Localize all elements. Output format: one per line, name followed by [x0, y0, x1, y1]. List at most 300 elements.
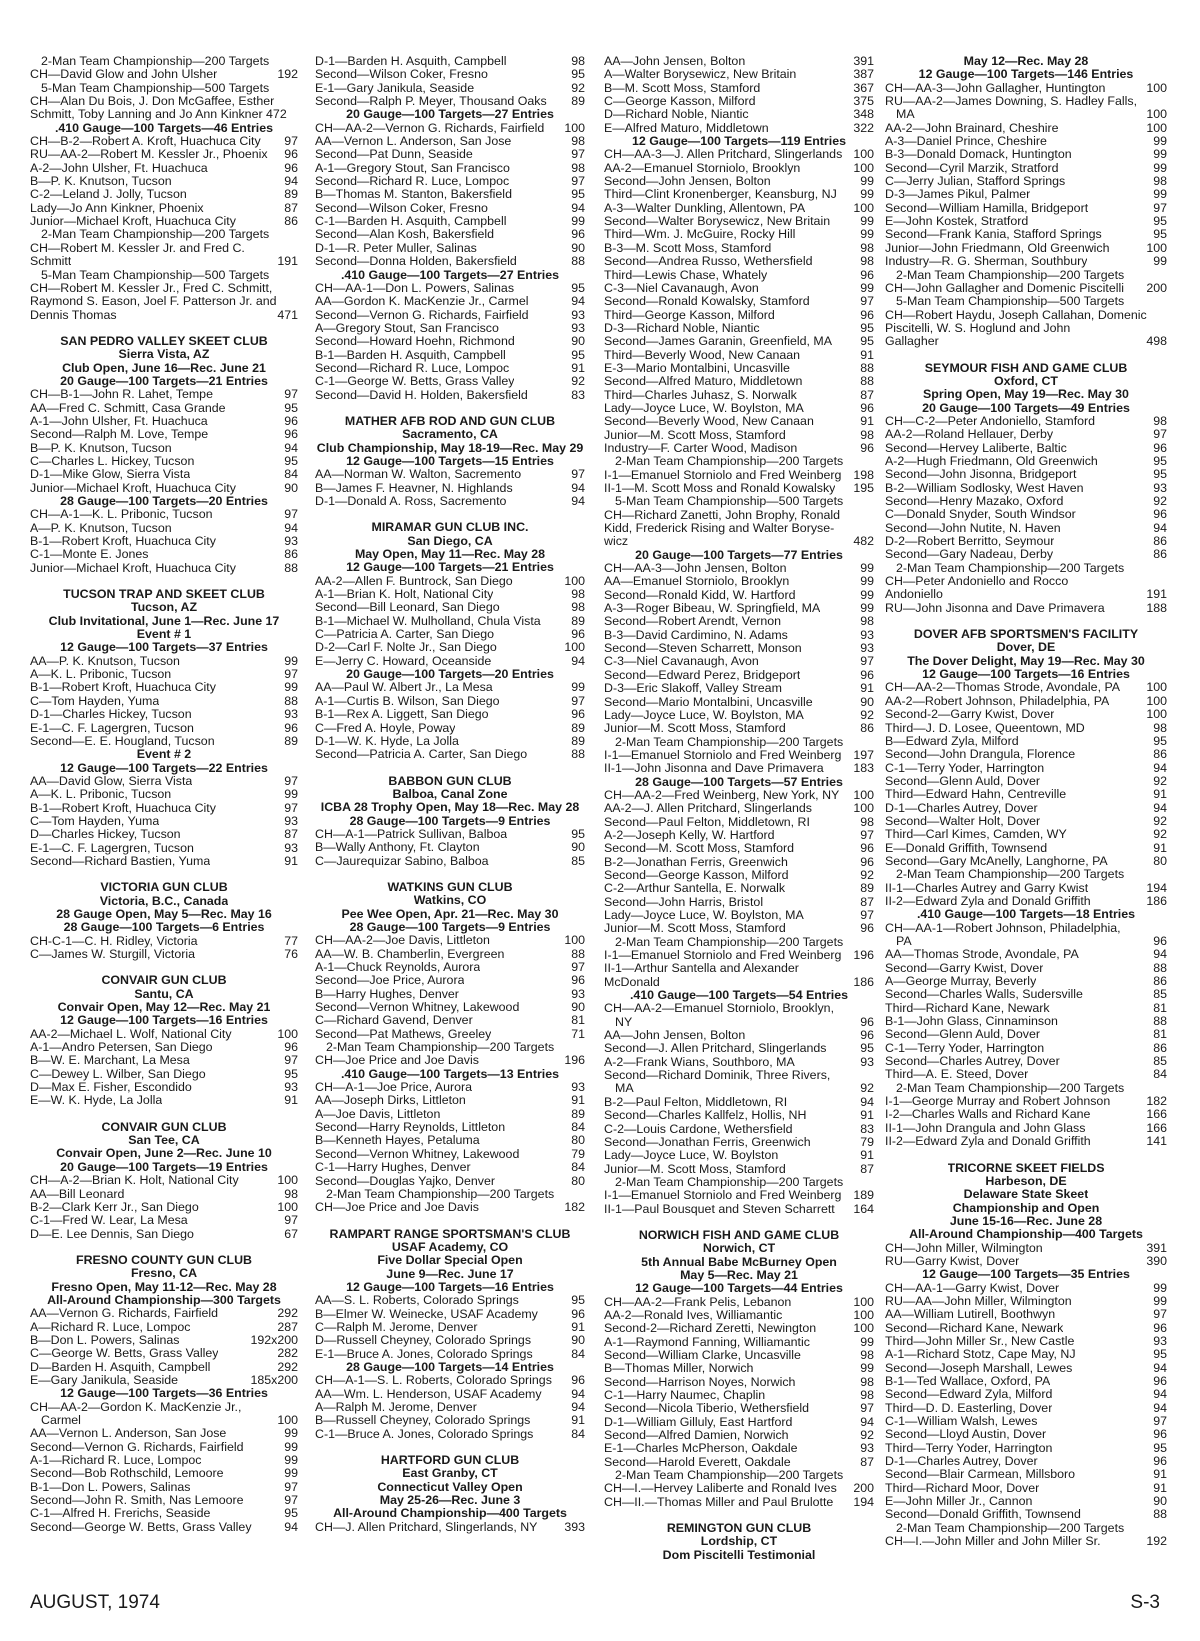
event-subheading [604, 135, 874, 148]
result-line [604, 228, 874, 241]
line-text: Second—Vernon G. Richards, Fairfield [315, 308, 529, 322]
score: 79 [860, 1135, 874, 1149]
line-text: Second—Edward Zyla, Milford [885, 1388, 1053, 1402]
line-text: A-2—Frank Wians, Southboro, MA [604, 1055, 795, 1069]
score: 97 [571, 961, 585, 974]
score: 94 [284, 175, 298, 189]
result-line [30, 255, 298, 268]
line-text: 20 Gauge—100 Targets—27 Entries [346, 108, 554, 122]
score: 93 [860, 1055, 874, 1069]
line-text: SEYMOUR FISH AND GAME CLUB [924, 361, 1128, 375]
event-subheading [30, 748, 298, 761]
line-text: San Diego, CA [407, 534, 493, 548]
score: 191 [277, 255, 298, 269]
score: 322 [853, 121, 874, 135]
score: 100 [853, 788, 874, 802]
result-line [604, 1096, 874, 1109]
line-text: 2-Man Team Championship—200 Targets [41, 55, 270, 68]
result-line [315, 1041, 585, 1054]
result-line [315, 722, 585, 735]
result-line [30, 242, 298, 255]
score: 91 [1153, 841, 1167, 855]
result-line [885, 1508, 1167, 1521]
result-line [885, 1442, 1167, 1455]
line-text: AA—William Lutirell, Boothwyn [885, 1308, 1056, 1322]
line-text: Second—Jonathan Ferris, Greenwich [604, 1135, 811, 1149]
result-line [604, 909, 874, 922]
score: 97 [284, 1494, 298, 1508]
line-text: Second—Wilson Coker, Fresno [315, 68, 488, 82]
line-text: AA—Paul W. Albert Jr., La Mesa [315, 681, 493, 695]
result-line [604, 1376, 874, 1389]
line-text: D-2—Carl F. Nolte Jr., San Diego [315, 641, 497, 655]
score: 91 [860, 348, 874, 362]
result-line [30, 1054, 298, 1067]
line-text: B-1—Barden H. Asquith, Campbell [315, 348, 506, 362]
score: 83 [860, 1122, 874, 1136]
result-line [604, 1203, 874, 1216]
line-text: Second—Richard R. Luce, Lompoc [315, 361, 510, 375]
line-text: Third—Charles Juhasz, S. Norwalk [604, 388, 797, 402]
score: 97 [284, 668, 298, 682]
result-line [30, 1094, 298, 1107]
score: 182 [564, 1201, 585, 1215]
score: 92 [1153, 814, 1167, 828]
line-text: Third—George Kasson, Milford [604, 308, 775, 322]
result-line [604, 95, 874, 108]
result-line [30, 402, 298, 415]
line-text: CONVAIR GUN CLUB [101, 1120, 227, 1134]
score: 87 [860, 895, 874, 909]
line-text: Third—Beverly Wood, New Canaan [604, 348, 801, 362]
result-line [604, 429, 874, 442]
result-line [885, 309, 1167, 322]
line-text: MATHER AFB ROD AND GUN CLUB [344, 414, 556, 428]
line-text: Second—Harry Reynolds, Littleton [315, 1121, 506, 1135]
event-subheading [30, 1147, 298, 1160]
line-text: Carmel [41, 1414, 81, 1427]
result-line [885, 122, 1167, 135]
line-text: II-1—M. Scott Moss and Ronald Kowalsky [604, 482, 836, 495]
result-line [604, 1496, 874, 1509]
line-text: wicz [604, 535, 629, 549]
line-text: C—Jaurequizar Sabino, Balboa [315, 854, 489, 868]
score: 393 [564, 1520, 585, 1534]
line-text: Club Open, June 16—Rec. June 21 [62, 361, 266, 375]
score: 91 [860, 415, 874, 429]
line-text: SAN PEDRO VALLEY SKEET CLUB [60, 334, 268, 348]
score: 96 [860, 308, 874, 322]
line-text: A-1—Raymond Fanning, Williamantic [604, 1335, 810, 1349]
result-line [885, 482, 1167, 495]
score: 98 [860, 1389, 874, 1403]
score: 99 [1153, 148, 1167, 162]
club-heading [30, 335, 298, 348]
result-line [30, 815, 298, 828]
line-text: Delaware State Skeet [963, 1188, 1089, 1202]
result-line [604, 335, 874, 348]
result-line [30, 1174, 298, 1187]
result-line [30, 548, 298, 561]
line-text: Balboa, Canal Zone [392, 787, 508, 801]
line-text: AA—John Jensen, Bolton [604, 55, 746, 68]
result-line [604, 108, 874, 121]
result-line [315, 841, 585, 854]
line-text: A-1—Curtis B. Wilson, San Diego [315, 694, 500, 708]
result-line [315, 708, 585, 721]
line-text: B—Thomas Miller, Norwich [604, 1362, 754, 1376]
line-text: Second—Robert Arendt, Vernon [604, 615, 782, 629]
line-text: 5-Man Team Championship—500 Targets [896, 295, 1125, 309]
result-line [604, 1056, 874, 1069]
line-text: CH—A-1—Joe Price, Aurora [315, 1081, 472, 1095]
event-subheading [885, 388, 1167, 401]
line-text: CH—Robert M. Kessler Jr., Fred C. Schmitt, [30, 281, 273, 295]
line-text: Second—James Garanin, Greenfield, MA [604, 335, 832, 349]
line-text: .410 Gauge—100 Targets—46 Entries [54, 121, 274, 135]
line-text: CH—I.—Hervey Laliberte and Ronald Ives [604, 1482, 837, 1496]
result-line [885, 415, 1167, 428]
score: 93 [571, 321, 585, 335]
result-line [315, 362, 585, 375]
line-text: CH—B-1—John R. Lahet, Tempe [30, 388, 213, 402]
line-text: CH—AA-3—John Jensen, Bolton [604, 562, 787, 576]
line-text: CH—C-2—Peter Andoniello, Stamford [885, 414, 1096, 428]
line-text: Third—D. D. Easterling, Dover [885, 1401, 1053, 1415]
result-line [885, 269, 1167, 282]
score: 95 [571, 281, 585, 295]
result-line [30, 562, 298, 575]
result-line [885, 1242, 1167, 1255]
score: 97 [571, 175, 585, 189]
result-line [30, 668, 298, 681]
line-text: Second—Douglas Yajko, Denver [315, 1174, 495, 1188]
result-line [604, 1482, 874, 1495]
result-line [604, 922, 874, 935]
result-line [30, 95, 298, 122]
result-line [315, 188, 585, 201]
line-text: Second—Cyril Marzik, Stratford [885, 161, 1059, 175]
line-text: 28 Gauge—100 Targets—57 Entries [635, 775, 843, 789]
line-text: B—James F. Heavner, N. Highlands [315, 481, 513, 495]
score: 91 [571, 1414, 585, 1428]
event-subheading [315, 1068, 585, 1081]
line-text: B—Don L. Powers, Salinas [30, 1333, 180, 1347]
result-line [315, 228, 585, 241]
result-line [315, 828, 585, 841]
line-text: 2-Man Team Championship—200 Targets [615, 455, 844, 469]
line-text: Lady—Joyce Luce, W. Boylston [604, 1149, 779, 1163]
line-text: Pee Wee Open, Apr. 21—Rec. May 30 [341, 907, 559, 921]
line-text: B-1—Robert Kroft, Huachuca City [30, 535, 216, 549]
result-line [885, 1295, 1167, 1308]
result-line [604, 1456, 874, 1469]
result-line [315, 1321, 585, 1334]
score: 98 [860, 815, 874, 829]
line-text: Five Dollar Special Open [377, 1254, 523, 1268]
result-line [30, 135, 298, 148]
result-line [315, 1374, 585, 1387]
result-line [885, 162, 1167, 175]
result-line [604, 1109, 874, 1122]
score: 84 [1153, 1068, 1167, 1082]
score: 95 [1153, 734, 1167, 748]
line-text: CONVAIR GUN CLUB [101, 974, 227, 988]
club-heading [30, 1254, 298, 1267]
score: 194 [1146, 881, 1167, 895]
line-text: Victoria, B.C., Canada [99, 894, 229, 908]
result-line [885, 228, 1167, 241]
result-line [885, 82, 1167, 95]
result-line [315, 202, 585, 215]
score: 98 [284, 1187, 298, 1201]
event-subheading [885, 375, 1167, 388]
score: 96 [571, 1307, 585, 1321]
score: 96 [860, 842, 874, 856]
score: 91 [571, 1320, 585, 1334]
score: 95 [571, 1294, 585, 1308]
line-text: 5-Man Team Championship—500 Targets [615, 495, 844, 509]
event-subheading [315, 815, 585, 828]
result-line [885, 882, 1167, 895]
club-heading [30, 588, 298, 601]
result-line [604, 789, 874, 802]
result-line [315, 175, 585, 188]
score: 93 [571, 308, 585, 322]
score: 81 [571, 1014, 585, 1028]
score: 186 [1146, 894, 1167, 908]
line-text: II-1—Charles Autrey and Garry Kwist [885, 881, 1089, 895]
results-column-3 [604, 55, 874, 1562]
result-line [885, 1482, 1167, 1495]
result-line [315, 1175, 585, 1188]
event-subheading [30, 628, 298, 641]
score: 98 [1153, 414, 1167, 428]
score: 391 [1146, 1241, 1167, 1255]
result-line [604, 562, 874, 575]
result-line [885, 695, 1167, 708]
result-line [30, 1374, 298, 1387]
line-text: Second—William Hamilla, Bridgeport [885, 201, 1089, 215]
event-subheading [30, 1134, 298, 1147]
result-line [885, 802, 1167, 815]
result-line [885, 1402, 1167, 1415]
result-line [604, 1322, 874, 1335]
result-line [604, 375, 874, 388]
score: 191 [1146, 588, 1167, 602]
event-subheading [315, 1507, 585, 1520]
score: 95 [284, 1067, 298, 1081]
line-text: CH—AA-2—Vernon G. Richards, Fairfield [315, 121, 545, 135]
result-line [885, 681, 1167, 694]
line-text: Junior—M. Scott Moss, Stamford [604, 1162, 786, 1176]
line-text: Second—Wilson Coker, Fresno [315, 201, 488, 215]
line-text: DOVER AFB SPORTSMEN'S FACILITY [913, 628, 1139, 642]
result-line [604, 1029, 874, 1042]
result-line [885, 1535, 1167, 1548]
result-line [604, 629, 874, 642]
result-line [30, 202, 298, 215]
result-line [885, 948, 1167, 961]
score: 189 [853, 1189, 874, 1203]
line-text: C—Jerry Julian, Stafford Springs [885, 175, 1066, 189]
score: 97 [284, 388, 298, 402]
line-text: D—Max E. Fisher, Escondido [30, 1081, 192, 1095]
score: 96 [860, 1015, 874, 1029]
line-text: Second-2—Garry Kwist, Dover [885, 708, 1055, 722]
line-text: B-3—M. Scott Moss, Stamford [604, 241, 772, 255]
event-subheading [604, 1535, 874, 1548]
line-text: A-2—John Ulsher, Ft. Huachuca [30, 161, 208, 175]
result-line [30, 1334, 298, 1347]
result-line [885, 1122, 1167, 1135]
result-line [30, 188, 298, 201]
score: 93 [860, 642, 874, 656]
line-text: A—P. K. Knutson, Tucson [30, 521, 172, 535]
line-text: CH—A-1—K. L. Pribonic, Tucson [30, 508, 213, 522]
result-line [30, 1441, 298, 1454]
line-text: D-1—Charles Autrey, Dover [885, 1455, 1038, 1469]
line-text: Club Championship, May 18-19—Rec. May 29 [316, 441, 584, 455]
event-subheading [885, 1228, 1167, 1241]
result-line [315, 601, 585, 614]
result-line [885, 1348, 1167, 1361]
line-text: 12 Gauge—100 Targets—22 Entries [60, 761, 268, 775]
line-text: Second—Paul Felton, Middletown, RI [604, 815, 810, 829]
result-line [885, 868, 1167, 881]
result-line [315, 95, 585, 108]
score: 100 [853, 1322, 874, 1336]
line-text: E—W. K. Hyde, La Jolla [30, 1094, 163, 1108]
line-text: Second—Lloyd Austin, Dover [885, 1428, 1047, 1442]
line-text: A—Richard R. Luce, Lompoc [30, 1320, 191, 1334]
line-text: Sacramento, CA [402, 428, 498, 442]
line-text: Lady—Joyce Luce, W. Boylston, MA [604, 401, 804, 415]
result-line [885, 602, 1167, 615]
line-text: B—Wally Anthony, Ft. Clayton [315, 841, 480, 855]
score: 96 [1153, 441, 1167, 455]
score: 141 [1146, 1135, 1167, 1149]
result-line [315, 349, 585, 362]
line-text: B-1—Don L. Powers, Salinas [30, 1480, 191, 1494]
event-subheading [315, 1241, 585, 1254]
score: 99 [284, 788, 298, 802]
result-line [885, 255, 1167, 268]
line-text: E—Alfred Maturo, Middletown [604, 121, 769, 135]
score: 95 [571, 68, 585, 82]
score: 100 [564, 121, 585, 135]
score: 96 [571, 974, 585, 988]
result-line [315, 482, 585, 495]
line-text: Third—Richard Kane, Newark [885, 1001, 1050, 1015]
result-line [315, 655, 585, 668]
line-text: Convair Open, May 12—Rec. May 21 [57, 1001, 271, 1015]
line-text: AA—W. B. Chamberlin, Evergreen [315, 947, 505, 961]
score: 99 [860, 215, 874, 229]
line-text: C-1—William Walsh, Lewes [885, 1415, 1038, 1429]
line-text: Piscitelli, W. S. Hoglund and John [885, 321, 1071, 335]
result-line [885, 1068, 1167, 1081]
score: 84 [571, 1161, 585, 1175]
line-text: I-1—George Murray and Robert Johnson [885, 1095, 1111, 1109]
result-line [315, 1188, 585, 1201]
line-text: Lady—Joyce Luce, W. Boylston, MA [604, 909, 804, 922]
line-text: 28 Gauge—100 Targets—9 Entries [349, 920, 551, 934]
result-line [315, 295, 585, 308]
score: 99 [1153, 1281, 1167, 1295]
line-text: Andoniello [885, 588, 943, 602]
score: 86 [1153, 975, 1167, 989]
line-text: C-1—Fred W. Lear, La Mesa [30, 1214, 188, 1228]
score: 292 [277, 1307, 298, 1321]
score: 90 [571, 335, 585, 349]
score: 80 [571, 1174, 585, 1188]
score: 97 [284, 1214, 298, 1228]
result-line [885, 508, 1167, 521]
score: 194 [853, 1495, 874, 1509]
line-text: Dom Piscitelli Testimonial [662, 1548, 816, 1562]
line-text: Event # 2 [136, 748, 192, 762]
score: 97 [1153, 201, 1167, 215]
line-text: Third—Edward Hahn, Centreville [885, 788, 1067, 802]
result-line [315, 588, 585, 601]
result-line [30, 428, 298, 441]
result-line [30, 1321, 298, 1334]
line-text: CH—A-1—Patrick Sullivan, Balboa [315, 827, 508, 841]
line-text: Second—Charles Walls, Sudersville [885, 988, 1083, 1002]
line-text: 12 Gauge—100 Targets—16 Entries [922, 668, 1130, 682]
score: 99 [860, 602, 874, 616]
event-subheading [30, 908, 298, 921]
result-line [885, 335, 1167, 348]
score: 95 [1153, 1348, 1167, 1362]
event-subheading [30, 641, 298, 654]
result-line [315, 1054, 585, 1067]
line-text: .410 Gauge—100 Targets—18 Entries [916, 908, 1136, 922]
result-line [315, 309, 585, 322]
issue-date: AUGUST, 1974 [30, 1592, 160, 1613]
score: 85 [1153, 1055, 1167, 1069]
event-subheading [315, 788, 585, 801]
line-text: Second—Alan Kosh, Bakersfield [315, 228, 495, 242]
line-text: CH-C-1—C. H. Ridley, Victoria [30, 934, 198, 948]
line-text: Second—Richard Bastien, Yuma [30, 854, 211, 868]
event-subheading [30, 762, 298, 775]
score: 96 [1153, 935, 1167, 948]
line-text: CH—Robert M. Kessler Jr. and Fred C. [30, 241, 245, 255]
score: 91 [284, 1094, 298, 1108]
event-subheading [30, 1014, 298, 1027]
score: 97 [284, 1480, 298, 1494]
result-line [604, 1349, 874, 1362]
score: 93 [571, 987, 585, 1001]
event-subheading [315, 455, 585, 468]
event-subheading [30, 1281, 298, 1294]
event-subheading [604, 1269, 874, 1282]
line-text: II-1—John Drangula and John Glass [885, 1121, 1086, 1135]
result-line [885, 962, 1167, 975]
line-text: Second—J. Allen Pritchard, Slingerlands [604, 1042, 827, 1056]
line-text: CH—A-1—S. L. Roberts, Colorado Springs [315, 1374, 552, 1388]
line-text: Third—Lewis Chase, Whately [604, 268, 768, 282]
score: 98 [860, 428, 874, 442]
line-text: A—Walter Borysewicz, New Britain [604, 68, 797, 82]
line-text: 28 Gauge—100 Targets—6 Entries [63, 921, 265, 935]
line-text: CH—B-2—Robert A. Kroft, Huachuca City [30, 135, 261, 149]
line-text: 2-Man Team Championship—200 Targets [326, 1041, 555, 1055]
event-subheading [604, 1256, 874, 1269]
event-subheading [885, 68, 1167, 81]
